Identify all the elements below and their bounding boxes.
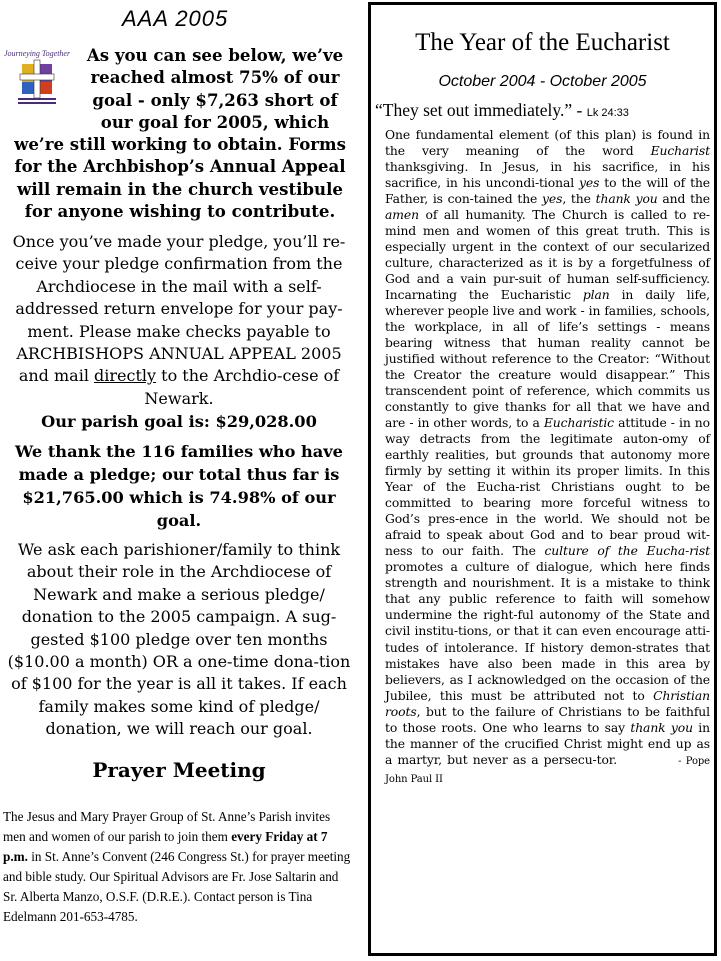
aaa-title: AAA 2005 (122, 6, 229, 31)
svg-text:Journeying Together: Journeying Together (4, 49, 70, 58)
body-text-run: thanksgiving. In Jesus, in his sacrifice, in his sacrifice, in his uncondi-tional (385, 160, 710, 191)
pledge-instructions: Once you’ve made your pledge, you’ll re-ceive your pledge confirmation from the Archdiocese in the mail with a self-addressed return envelope for your pay-ment. Please make checks payable to ARCHBISHOPS ANNUAL APPEAL 2005 and mail directly to the Archdio-cese of Newark. (12, 232, 346, 408)
appeal-intro-text: As you can see below, we’ve reached almost 75% of our goal - only $7,263 short of our goal for 2005, which we’re still working to obtain. Forms for the Archbishop’s Annual Appeal will remain in the church vestibule for anyone wishing to contribute. (14, 45, 346, 222)
papal-letter-text (385, 127, 710, 788)
body-text-run: One fundamental element (of this plan) is found in the very meaning of the word (385, 128, 710, 159)
italic-phrase: Eucharistic (543, 416, 614, 431)
body-text-run: to the will of the Father, is con-tained the (385, 176, 710, 207)
body-text-run: , but to the failure of Christians to be faithful to those roots. One who learns to say (385, 704, 710, 735)
body-text-run: , the (562, 192, 596, 207)
italic-phrase: culture of the Eucha-rist (544, 544, 710, 559)
body-text-run: attitude - in no way detracts from the legitimate auton-omy of earthly realities, but grounds that autonomy more firmly by setting it within its proper limits. In this Year of the Eucha-rist Christians ought to be committed to bearing more forceful witness to God’s pres-ence in the world. We should not be afraid to speak about God and to bear proud wit-ness to our faith. The (385, 416, 710, 559)
ask-text: We ask each parishioner/family to think about their role in the Archdiocese of Newark and make a serious pledge/ donation to the 2005 campaign. A sug-gested $100 pledge over ten months ($10.00 a month) OR a one-time dona-tion of $100 for the year is all it takes. If each family makes some kind of pledge/ donation, we will reach our goal. (7, 540, 351, 739)
eucharist-title: The Year of the Eucharist (415, 29, 670, 56)
signature: - Pope John Paul II (385, 755, 710, 785)
italic-phrase: Christian roots (385, 688, 710, 719)
italic-phrase: plan (582, 288, 610, 303)
body-text-run: of all humanity. The Church is called to re-mind men and women of this great truth. This is especially urgent in the context of our secularized culture, characterized as it is by a forgetfulness of God and a vain pur-suit of human self-sufficiency. Incarnating the Eucharistic (385, 208, 710, 303)
scripture-citation: Lk 24:33 (586, 107, 629, 119)
italic-phrase: yes (542, 192, 563, 207)
italic-phrase: yes (579, 176, 600, 191)
eucharist-box (368, 2, 717, 956)
body-text-run: in daily life, wherever people live and work - in families, schools, the workplace, in all of life’s settings - means bearing witness that human reality cannot be justified without reference to the Creator: “Without the Creator the creature would disappear.” This transcendent point of reference, which commits us constantly to give thanks for all that we have and are - in other words, to a (385, 288, 710, 431)
thanks-text: We thank the 116 families who have made a pledge; our total thus far is $21,765.00 which is 74.98% of our goal. (15, 442, 343, 530)
body-text-run: in the manner of the crucified Christ might end up as a martyr, but never as a persecu-tor. (385, 720, 711, 767)
directly-underlined: directly (94, 366, 157, 386)
eucharist-dates: October 2004 - October 2005 (438, 73, 647, 90)
italic-phrase: thank you (630, 720, 693, 735)
body-text-run: promotes a culture of dialogue, which here finds strength and nourishment. It is a mistake to think that any public reference to faith will somehow undermine the right-ful autonomy of the State and civil institu-tions, or that it can even encourage atti-tudes of intolerance. If history demon-strates that mistakes have also been made in this area by believers, as I acknowledged on the occasion of the Jubilee, this must be attributed not to (385, 560, 710, 703)
italic-phrase: Eucharist (650, 144, 710, 159)
body-text-run: and the (657, 192, 710, 207)
prayer-meeting-text: The Jesus and Mary Prayer Group of St. Anne’s Parish invites men and women of our parish to join them every Friday at 7 p.m. in St. Anne’s Convent (246 Congress St.) for prayer meeting and bible study. Our Spiritual Advisors are Fr. Jose Saltarin and Sr. Alberta Manzo, O.S.F. (D.R.E.). Contact person is Tina Edelmann 201-653-4785. (3, 809, 351, 924)
scripture-quote: “They set out immediately.” - Lk 24:33 (375, 100, 629, 120)
parish-goal: Our parish goal is: $29,028.00 (41, 412, 317, 431)
prayer-meeting-heading: Prayer Meeting (92, 758, 266, 782)
left-column (0, 0, 358, 961)
italic-phrase: amen (385, 208, 419, 223)
italic-phrase: thank you (595, 192, 658, 207)
